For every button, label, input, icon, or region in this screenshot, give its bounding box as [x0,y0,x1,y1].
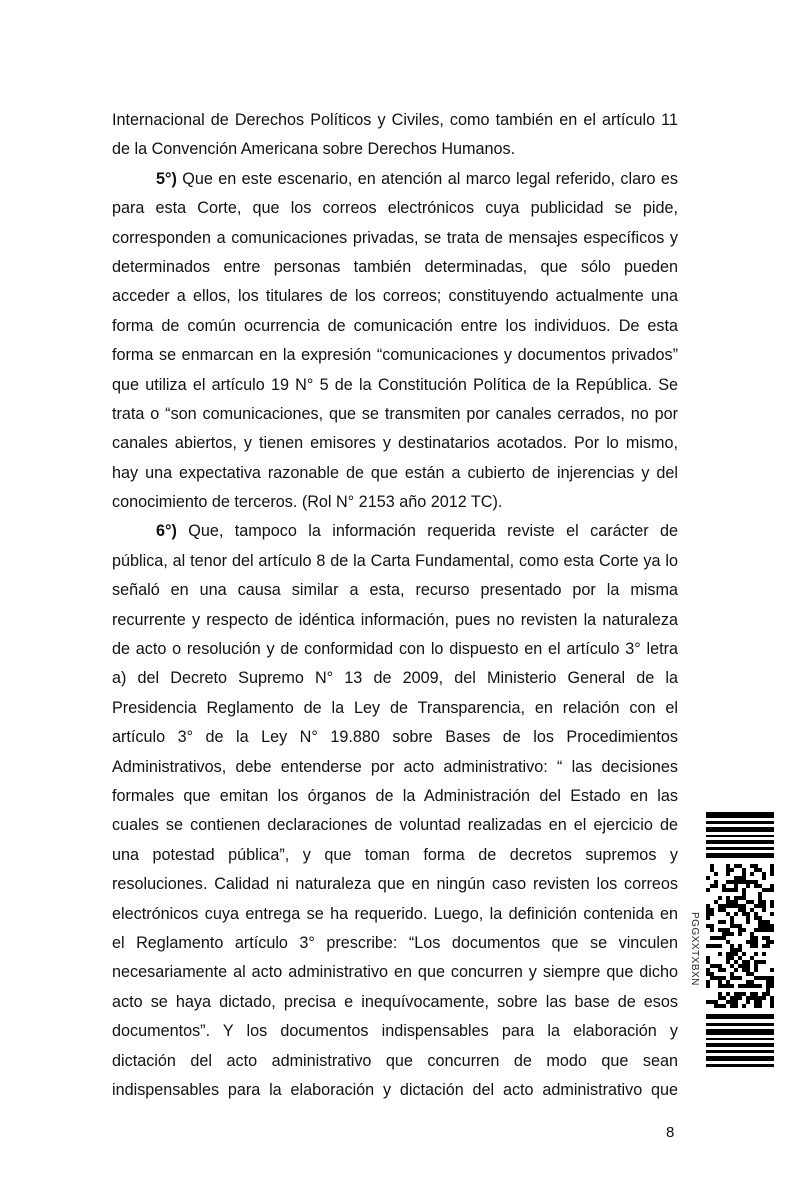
text-line [112,900,678,929]
text-line [112,929,678,958]
line-text: canales abiertos, y tienen emisores y destinatarios acotados. Por lo mismo, [112,434,678,453]
line-text: Que en este escenario, en atención al marco legal referido, claro es [176,169,678,188]
line-text: para esta Corte, que los correos electrónicos cuya publicidad se pide, [112,199,678,218]
line-text: documentos”. Y los documentos indispensables para la elaboración y [112,1022,678,1041]
line-text: Presidencia Reglamento de la Ley de Transparencia, en relación con el [112,698,678,717]
verification-barcode-icon [706,812,774,1068]
line-text: que utiliza el artículo 19 N° 5 de la Constitución Política de la República. Se [112,375,678,394]
page-number: 8 [666,1124,675,1141]
line-text: una potestad pública”, y que toman forma de decretos supremos y [112,845,678,864]
text-line [112,694,678,723]
line-text: recurrente y respecto de idéntica información, pues no revisten la naturaleza [112,610,678,629]
section-number: 5°) [156,169,177,188]
line-text: necesariamente al acto administrativo en que concurren y siempre que dicho [112,963,678,982]
line-text: electrónicos cuya entrega se ha requerido. Luego, la definición contenida en [112,904,678,923]
text-line [112,988,678,1017]
text-line [112,1017,678,1046]
text-line [112,106,678,135]
text-line [112,282,678,311]
text-line [112,811,678,840]
line-text: pública, al tenor del artículo 8 de la Carta Fundamental, como esta Corte ya lo [112,551,678,570]
text-line [112,635,678,664]
text-line [112,1076,678,1105]
line-text: de la Convención Americana sobre Derechos Humanos. [112,140,516,159]
text-line [112,459,678,488]
text-line [112,400,678,429]
verification-code: PGGXXTXBXN [689,912,700,986]
line-text: Internacional de Derechos Políticos y Civiles, como también en el artículo 11 [112,111,678,129]
line-text: acceder a ellos, los titulares de los correos; constituyendo actualmente una [112,287,678,306]
line-text: a) del Decreto Supremo N° 13 de 2009, del Ministerio General de la [112,669,678,688]
text-line [112,958,678,987]
line-text: formales que emitan los órganos de la Administración del Estado en las [112,786,678,805]
text-line [112,782,678,811]
text-line [112,664,678,693]
text-line [112,488,678,517]
text-line [112,341,678,370]
text-line [112,1047,678,1076]
line-text: Que, tampoco la información requerida reviste el carácter de [176,522,678,541]
text-line [112,870,678,899]
line-text: el Reglamento artículo 3° prescribe: “Los documentos que se vinculen [112,933,678,952]
text-line [112,165,678,194]
line-text: cuales se contienen declaraciones de voluntad realizadas en el ejercicio de [112,816,678,835]
line-text: determinados entre personas también determinadas, que sólo pueden [112,257,678,276]
line-text: resoluciones. Calidad ni naturaleza que en ningún caso revisten los correos [112,875,678,894]
line-text: Administrativos, debe entenderse por acto administrativo: “ las decisiones [112,757,678,776]
text-line [112,517,678,546]
line-text: artículo 3° de la Ley N° 19.880 sobre Bases de los Procedimientos [112,728,678,747]
line-text: corresponden a comunicaciones privadas, se trata de mensajes específicos y [112,228,678,247]
text-line [112,576,678,605]
text-line [112,312,678,341]
line-text: dictación del acto administrativo que concurren de modo que sean [112,1051,678,1070]
line-text: forma se enmarcan en la expresión “comunicaciones y documentos privados” [112,346,678,365]
line-text: conocimiento de terceros. (Rol N° 2153 año 2012 TC). [112,493,503,512]
line-text: hay una expectativa razonable de que están a cubierto de injerencias y del [112,463,678,482]
line-text: forma de común ocurrencia de comunicación entre los individuos. De esta [112,316,678,335]
text-line [112,135,678,164]
text-line [112,606,678,635]
document-body [112,106,678,1105]
line-text: de acto o resolución y de conformidad con lo dispuesto en el artículo 3° letra [112,640,678,659]
text-line [112,194,678,223]
text-line [112,253,678,282]
text-line [112,429,678,458]
text-line [112,723,678,752]
text-line [112,753,678,782]
text-line [112,547,678,576]
text-line [112,371,678,400]
section-number: 6°) [156,522,177,541]
line-text: trata o “son comunicaciones, que se transmiten por canales cerrados, no por [112,404,678,423]
line-text: señaló en una causa similar a esta, recurso presentado por la misma [112,581,678,600]
line-text: acto se haya dictado, precisa e inequívocamente, sobre las base de esos [112,992,678,1011]
text-line [112,224,678,253]
text-line [112,841,678,870]
line-text: indispensables para la elaboración y dictación del acto administrativo que [112,1080,678,1099]
